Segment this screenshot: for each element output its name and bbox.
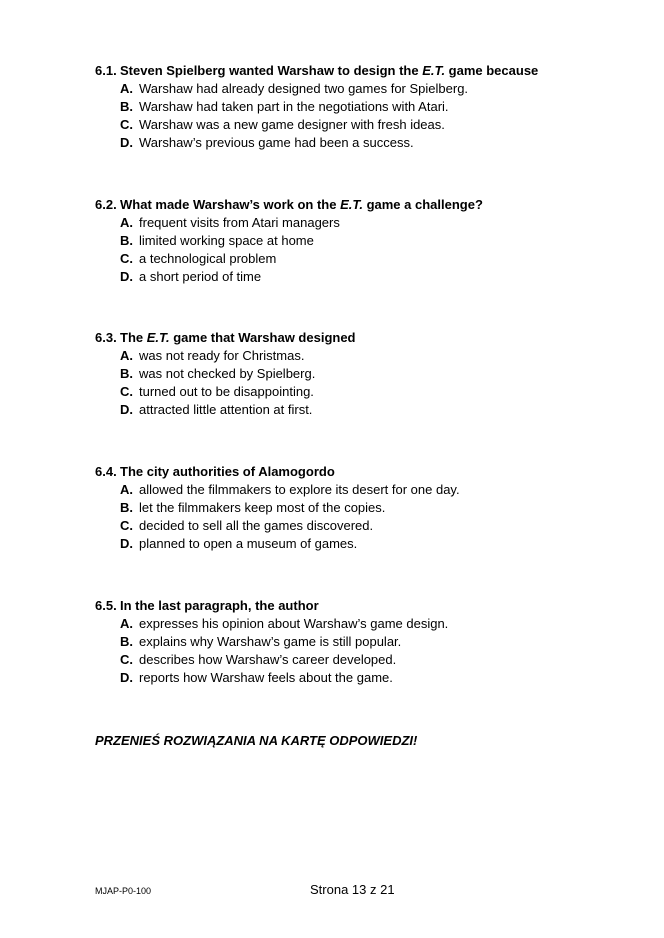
option-letter: C. bbox=[120, 251, 133, 266]
option-letter: D. bbox=[120, 536, 133, 551]
option-a bbox=[95, 615, 615, 633]
question-6-1 bbox=[95, 62, 615, 152]
option-b bbox=[95, 365, 615, 383]
option-text: Warshaw had taken part in the negotiations with Atari. bbox=[139, 99, 449, 114]
option-text: frequent visits from Atari managers bbox=[139, 215, 340, 230]
question-number: 6.1. bbox=[95, 63, 117, 78]
option-text: reports how Warshaw feels about the game. bbox=[139, 670, 393, 685]
option-text: a technological problem bbox=[139, 251, 277, 266]
option-letter: B. bbox=[120, 99, 133, 114]
option-letter: D. bbox=[120, 402, 133, 417]
question-stem bbox=[95, 329, 615, 347]
option-a bbox=[95, 80, 615, 98]
option-letter: A. bbox=[120, 482, 133, 497]
stem-text-end: game that Warshaw designed bbox=[169, 330, 356, 345]
option-text: limited working space at home bbox=[139, 233, 314, 248]
page-number: Strona 13 z 21 bbox=[310, 882, 395, 897]
option-text: attracted little attention at first. bbox=[139, 402, 313, 417]
option-c bbox=[95, 116, 615, 134]
transfer-answers-note: PRZENIEŚ ROZWIĄZANIA NA KARTĘ ODPOWIEDZI! bbox=[95, 733, 418, 748]
option-a bbox=[95, 481, 615, 499]
option-d bbox=[95, 669, 615, 687]
question-6-2 bbox=[95, 196, 615, 286]
option-letter: A. bbox=[120, 616, 133, 631]
option-text: Warshaw was a new game designer with fresh ideas. bbox=[139, 117, 445, 132]
question-6-5 bbox=[95, 597, 615, 687]
option-text: was not checked by Spielberg. bbox=[139, 366, 316, 381]
question-number: 6.2. bbox=[95, 197, 117, 212]
question-stem bbox=[95, 463, 615, 481]
option-b bbox=[95, 633, 615, 651]
option-text: Warshaw had already designed two games for Spielberg. bbox=[139, 81, 469, 96]
option-letter: C. bbox=[120, 117, 133, 132]
option-text: decided to sell all the games discovered. bbox=[139, 518, 374, 533]
stem-text: Steven Spielberg wanted Warshaw to design the bbox=[120, 63, 423, 78]
stem-italic-title: E.T. bbox=[146, 330, 170, 345]
stem-text-end: game because bbox=[445, 63, 539, 78]
option-text: planned to open a museum of games. bbox=[139, 536, 358, 551]
option-text: turned out to be disappointing. bbox=[139, 384, 314, 399]
option-letter: B. bbox=[120, 634, 133, 649]
question-6-4 bbox=[95, 463, 615, 553]
option-c bbox=[95, 383, 615, 401]
answer-options bbox=[95, 481, 615, 553]
option-letter: A. bbox=[120, 215, 133, 230]
option-text: explains why Warshaw’s game is still popular. bbox=[139, 634, 402, 649]
option-b bbox=[95, 499, 615, 517]
option-d bbox=[95, 268, 615, 286]
stem-text-end: game a challenge? bbox=[362, 197, 483, 212]
stem-italic-title: E.T. bbox=[422, 63, 446, 78]
stem-text: The city authorities of Alamogordo bbox=[120, 464, 335, 479]
option-a bbox=[95, 214, 615, 232]
question-stem bbox=[95, 62, 615, 80]
option-letter: A. bbox=[120, 348, 133, 363]
exam-code: MJAP-P0-100 bbox=[95, 886, 152, 896]
answer-options bbox=[95, 80, 615, 152]
option-text: let the filmmakers keep most of the copies. bbox=[139, 500, 386, 515]
option-text: a short period of time bbox=[139, 269, 262, 284]
answer-options bbox=[95, 214, 615, 286]
option-letter: B. bbox=[120, 366, 133, 381]
option-d bbox=[95, 134, 615, 152]
option-letter: D. bbox=[120, 670, 133, 685]
question-6-3 bbox=[95, 329, 615, 419]
question-number: 6.5. bbox=[95, 598, 117, 613]
question-number: 6.4. bbox=[95, 464, 117, 479]
option-text: expresses his opinion about Warshaw’s game design. bbox=[139, 616, 449, 631]
answer-options bbox=[95, 615, 615, 687]
option-c bbox=[95, 517, 615, 535]
stem-text: What made Warshaw’s work on the bbox=[120, 197, 341, 212]
option-letter: D. bbox=[120, 269, 133, 284]
option-letter: C. bbox=[120, 518, 133, 533]
option-text: allowed the filmmakers to explore its desert for one day. bbox=[139, 482, 460, 497]
question-stem bbox=[95, 196, 615, 214]
question-number: 6.3. bbox=[95, 330, 117, 345]
option-c bbox=[95, 651, 615, 669]
stem-text: The bbox=[120, 330, 147, 345]
option-a bbox=[95, 347, 615, 365]
option-d bbox=[95, 401, 615, 419]
option-letter: D. bbox=[120, 135, 133, 150]
stem-italic-title: E.T. bbox=[340, 197, 363, 212]
answer-options bbox=[95, 347, 615, 419]
option-text: was not ready for Christmas. bbox=[139, 348, 305, 363]
option-letter: B. bbox=[120, 500, 133, 515]
option-text: Warshaw’s previous game had been a success. bbox=[139, 135, 414, 150]
option-letter: C. bbox=[120, 384, 133, 399]
option-b bbox=[95, 232, 615, 250]
option-letter: C. bbox=[120, 652, 133, 667]
option-letter: A. bbox=[120, 81, 133, 96]
stem-text: In the last paragraph, the author bbox=[120, 598, 319, 613]
option-b bbox=[95, 98, 615, 116]
option-text: describes how Warshaw’s career developed. bbox=[139, 652, 397, 667]
option-c bbox=[95, 250, 615, 268]
option-d bbox=[95, 535, 615, 553]
option-letter: B. bbox=[120, 233, 133, 248]
question-stem bbox=[95, 597, 615, 615]
